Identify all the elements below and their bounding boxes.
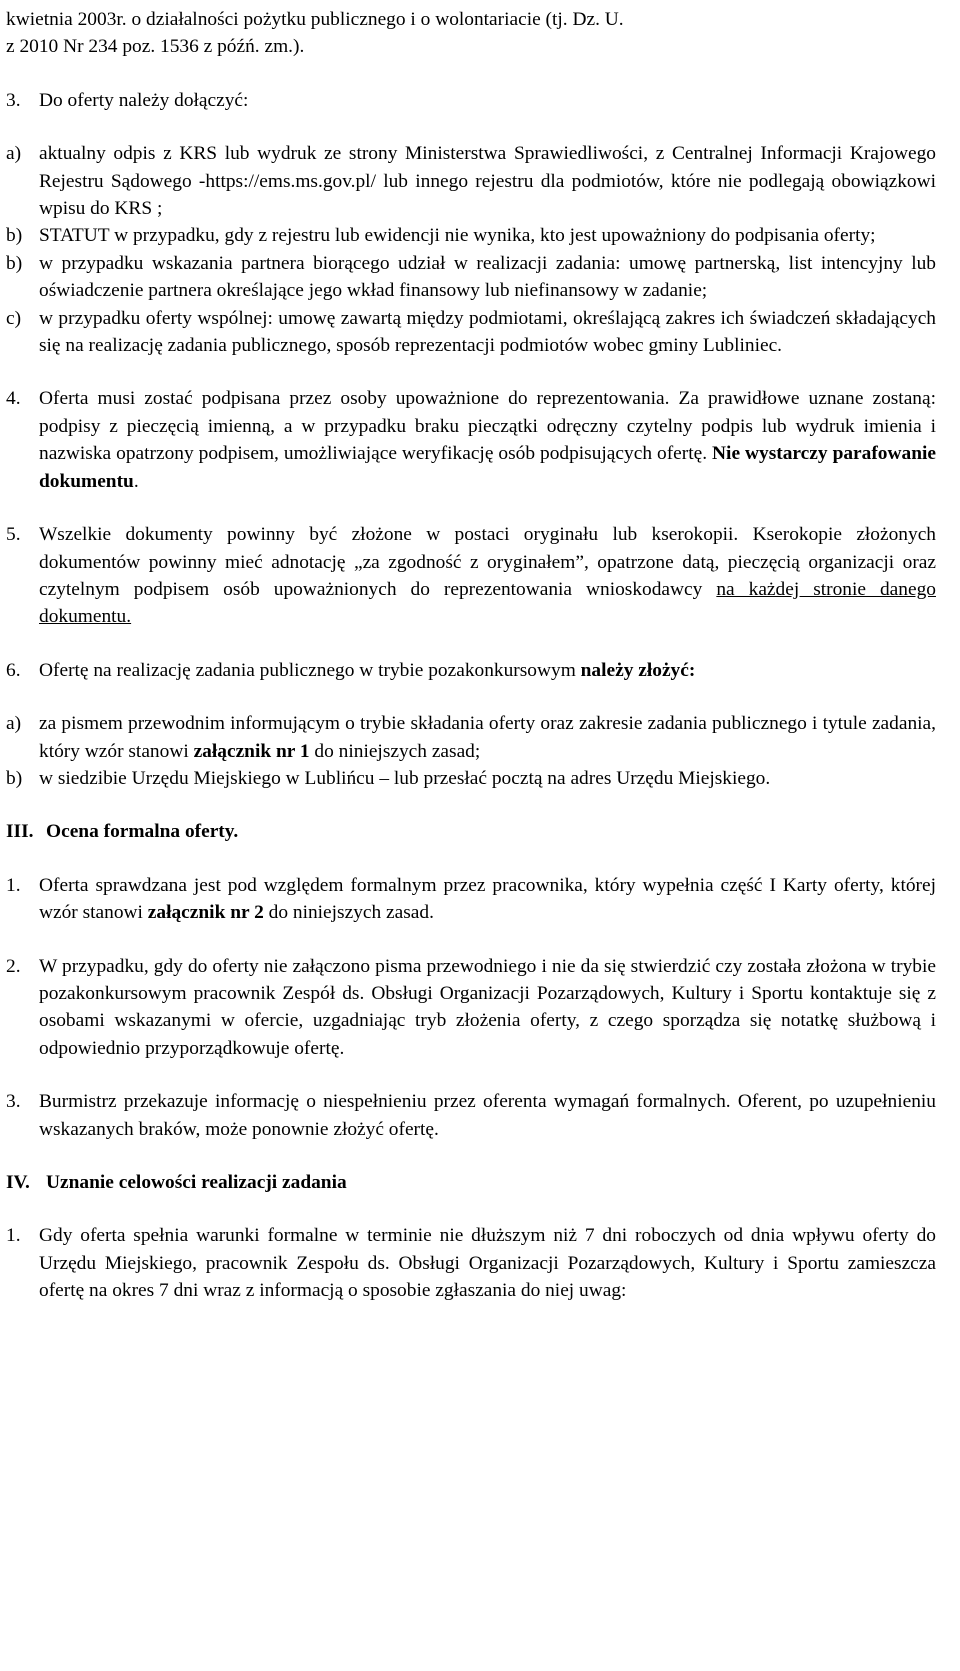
list-marker: c) (6, 307, 22, 329)
intro-line-1: kwietnia 2003r. o działalności pożytku publicznego i o wolontariacie (tj. Dz. U. (6, 9, 624, 30)
item-after: do niniejszych zasad. (268, 902, 434, 924)
item-text: Burmistrz przekazuje informację o niespełnieniu przez oferenta wymagań formalnych. Oferent, po uzupełnieniu wskazanych braków, może ponownie złożyć ofertę. (39, 1091, 936, 1140)
section-3-item-c (6, 305, 936, 360)
intro-paragraph (6, 6, 936, 61)
item-number: 1. (6, 1225, 21, 1247)
list-item-after: do niniejszych zasad; (314, 740, 481, 762)
list-item-text: aktualny odpis z KRS lub wydruk ze strony Ministerstwa Sprawiedliwości, z Centralnej Informacji Krajowego Rejestru Sądowego -https://ems.ms.gov.pl/ lub innego rejestru dla podmiotów, które nie podlegają obowiązkowi wpisu do KRS ; (39, 143, 936, 220)
list-item-body (39, 710, 936, 765)
chapter-4-number: IV. (6, 1172, 30, 1193)
chapter-3-item-1 (6, 872, 936, 927)
section-4-end: . (133, 470, 139, 492)
item-number: 2. (6, 955, 21, 977)
list-item-text: STATUT w przypadku, gdy z rejestru lub ewidencji nie wynika, kto jest upoważniony do podpisania oferty; (39, 225, 876, 247)
chapter-4-title: Uznanie celowości realizacji zadania (46, 1172, 347, 1193)
section-3-item-b1 (6, 222, 936, 249)
chapter-3-heading (6, 818, 936, 845)
section-4-text: Oferta musi zostać podpisana przez osoby upoważnione do reprezentowania. Za prawidłowe uznane zostaną: podpisy z pieczęcią imienną, a w przypadku braku pieczątki odręczny czytelny podpis lub wydruk imienia i nazwiska opatrzony podpisem, umożliwiające weryfikację osób podpisujących ofertę. (39, 388, 936, 465)
section-3-item-b2 (6, 250, 936, 305)
section-5 (6, 521, 936, 631)
chapter-3-item-2 (6, 953, 936, 1063)
section-5-underlined: na każdej stronie danego dokumentu. (39, 578, 936, 628)
list-item-text: w przypadku wskazania partnera biorącego udział w realizacji zadania: umowę partnerską, list intencyjny lub oświadczenie partnera określające jego wkład finansowy lub niefinansowy w zadanie; (39, 252, 936, 302)
item-text: Oferta sprawdzana jest pod względem formalnym przez pracownika, który wypełnia część I Karty oferty, której wzór stanowi (39, 874, 936, 924)
chapter-3-item-3 (6, 1088, 936, 1143)
list-item-text: w przypadku oferty wspólnej: umowę zawartą między podmiotami, określającą zakres ich świadczeń składających się na realizację zadania publicznego, sposób reprezentacji podmiotów wobec gminy Lubliniec. (39, 307, 936, 357)
section-6-number: 6. (6, 659, 21, 681)
list-item-text: za pismem przewodnim informującym o trybie składania oferty oraz zakresie zadania publicznego i tytule zadania, który wzór stanowi (39, 713, 936, 762)
section-6-item-a (6, 710, 936, 765)
item-number: 3. (6, 1091, 21, 1113)
list-marker: a) (6, 713, 22, 735)
item-body (39, 872, 936, 927)
section-6-bold: należy złożyć: (580, 659, 696, 681)
chapter-4-item-1 (6, 1222, 936, 1304)
item-text: Gdy oferta spełnia warunki formalne w terminie nie dłuższym niż 7 dni roboczych od dnia wpływu oferty do Urzędu Miejskiego, pracownik Zespołu ds. Obsługi Organizacji Pozarządowych, Kultury i Sportu zamieszcza ofertę na okres 7 dni wraz z informacją o sposobie zgłaszania do niej uwag: (39, 1225, 936, 1302)
section-5-text: Wszelkie dokumenty powinny być złożone w postaci oryginału lub kserokopii. Kserokopie złożonych dokumentów powinny mieć adnotację „za zgodność z oryginałem”, opatrzone datą, pieczęcią organizacji oraz czytelnym podpisem osób upoważnionych do reprezentowania wnioskodawcy (39, 524, 936, 600)
section-6-body (39, 657, 936, 684)
section-5-body (39, 521, 936, 631)
list-marker: b) (6, 252, 23, 274)
list-marker: b) (6, 767, 23, 789)
chapter-3-title: Ocena formalna oferty. (46, 821, 239, 843)
section-4-bold-note: Nie wystarczy parafowanie dokumentu (39, 443, 936, 492)
chapter-4-heading (6, 1169, 936, 1196)
item-text: W przypadku, gdy do oferty nie załączono pisma przewodniego i nie da się stwierdzić czy została złożona w trybie pozakonkursowym pracownik Zespół ds. Obsługi Organizacji Pozarządowych, Kultury i Sportu kontaktuje się z osobami wskazanymi w ofercie, uzgadniając tryb złożenia oferty, z czego sporządza się notatkę służbową i odpowiednio przyporządkowuje ofertę. (39, 955, 936, 1059)
section-3-number: 3. (6, 89, 21, 111)
section-5-number: 5. (6, 524, 21, 546)
list-marker: a) (6, 143, 22, 165)
section-4 (6, 385, 936, 495)
item-number: 1. (6, 874, 21, 896)
section-3-text: Do oferty należy dołączyć: (39, 89, 249, 111)
section-6-heading (6, 657, 936, 684)
attachment-ref: załącznik nr 1 (193, 740, 310, 762)
section-4-number: 4. (6, 388, 21, 410)
list-item-text: w siedzibie Urzędu Miejskiego w Lublińcu – lub przesłać pocztą na adres Urzędu Miejskiego. (39, 767, 771, 789)
section-6-item-b (6, 765, 936, 792)
attachment-ref: załącznik nr 2 (147, 902, 264, 924)
chapter-3-number: III. (6, 821, 34, 843)
section-3-item-a (6, 140, 936, 222)
section-3-heading (6, 87, 936, 114)
list-marker: b) (6, 225, 23, 247)
intro-line-2: z 2010 Nr 234 poz. 1536 z późń. zm.). (6, 36, 305, 58)
section-4-body (39, 385, 936, 495)
section-6-text: Ofertę na realizację zadania publicznego w trybie pozakonkursowym (39, 659, 576, 681)
